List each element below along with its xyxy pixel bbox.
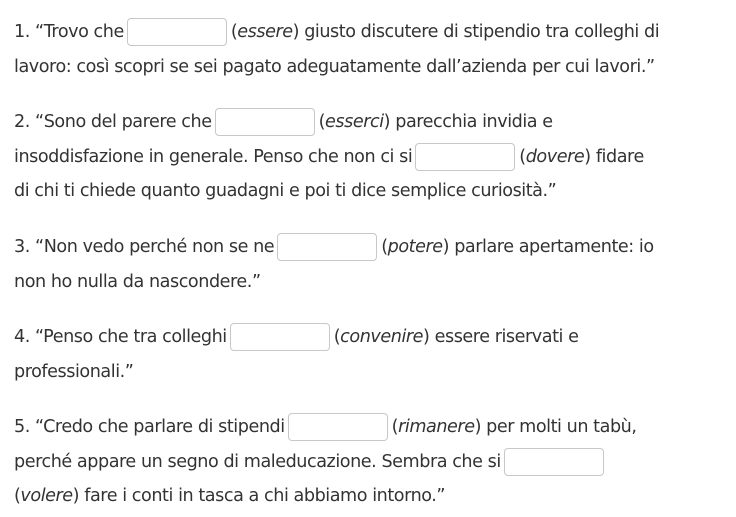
item-5-line-1 xyxy=(14,412,637,442)
item-3-line-1 xyxy=(14,232,654,262)
item-text: parlare apertamente: io xyxy=(449,237,654,257)
verb-hint: (dovere) xyxy=(519,147,591,167)
item-number: 2. xyxy=(14,112,30,132)
verb-hint: (volere) xyxy=(14,486,80,506)
item-2-line-2 xyxy=(14,142,644,172)
item-text: professionali.” xyxy=(14,362,134,382)
item-number: 1. xyxy=(14,22,30,42)
item-4-line-2 xyxy=(14,357,133,387)
item-text: di chi ti chiede quanto guadagni e poi ti dice semplice curiosità.” xyxy=(14,181,557,201)
verb-hint: (rimanere) xyxy=(391,417,481,437)
verb-infinitive: rimanere xyxy=(398,417,475,437)
verb-infinitive: esserci xyxy=(325,112,384,132)
item-1-line-2 xyxy=(14,52,655,82)
answer-field[interactable] xyxy=(288,413,388,441)
item-text: per molti un tabù, xyxy=(481,417,637,437)
verb-hint: (essere) xyxy=(230,22,300,42)
verb-infinitive: volere xyxy=(20,486,73,506)
answer-field[interactable] xyxy=(277,233,377,261)
verb-hint: (convenire) xyxy=(333,327,430,347)
item-1-line-1 xyxy=(14,17,659,47)
verb-infinitive: convenire xyxy=(340,327,424,347)
verb-infinitive: essere xyxy=(237,22,293,42)
item-text: perché appare un segno di maleducazione. Sembra che si xyxy=(14,452,501,472)
verb-hint: (potere) xyxy=(381,237,450,257)
item-2-line-1 xyxy=(14,107,553,137)
item-text: “Credo che parlare di stipendi xyxy=(35,417,285,437)
answer-field[interactable] xyxy=(230,323,330,351)
item-text: essere riservati e xyxy=(429,327,579,347)
answer-field[interactable] xyxy=(127,18,227,46)
item-number: 3. xyxy=(14,237,30,257)
item-text: “Non vedo perché non se ne xyxy=(35,237,275,257)
answer-field[interactable] xyxy=(215,108,315,136)
verb-hint: (esserci) xyxy=(318,112,391,132)
item-text: “Penso che tra colleghi xyxy=(35,327,227,347)
verb-infinitive: potere xyxy=(387,237,443,257)
item-number: 5. xyxy=(14,417,30,437)
item-3-line-2 xyxy=(14,267,261,297)
item-5-line-3 xyxy=(14,481,445,511)
item-text: non ho nulla da nascondere.” xyxy=(14,272,261,292)
item-2-line-3 xyxy=(14,176,556,206)
item-text: “Trovo che xyxy=(35,22,124,42)
item-5-line-2 xyxy=(14,447,608,477)
item-text: lavoro: così scopri se sei pagato adeguatamente dall’azienda per cui lavori.” xyxy=(14,57,655,77)
item-text: insoddisfazione in generale. Penso che non ci si xyxy=(14,147,413,167)
answer-field[interactable] xyxy=(415,143,515,171)
item-text: fare i conti in tasca a chi abbiamo intorno.” xyxy=(79,486,446,506)
item-4-line-1 xyxy=(14,322,579,352)
verb-infinitive: dovere xyxy=(525,147,585,167)
item-number: 4. xyxy=(14,327,30,347)
answer-field[interactable] xyxy=(504,448,604,476)
item-text: giusto discutere di stipendio tra colleghi di xyxy=(299,22,660,42)
item-text: “Sono del parere che xyxy=(35,112,212,132)
item-text: fidare xyxy=(590,147,644,167)
item-text: parecchia invidia e xyxy=(390,112,553,132)
